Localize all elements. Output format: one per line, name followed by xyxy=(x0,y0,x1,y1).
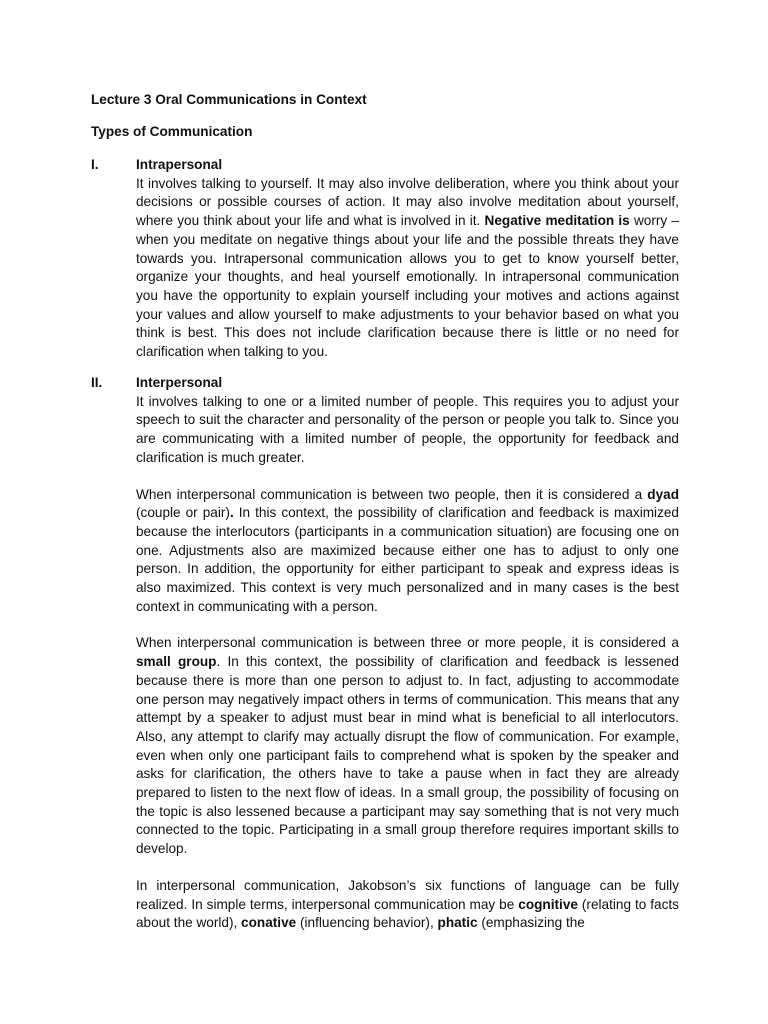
section-title: Intrapersonal xyxy=(136,157,223,172)
bold-term: conative xyxy=(241,915,297,931)
section-intrapersonal xyxy=(91,156,679,362)
bold-term: small group xyxy=(136,654,217,670)
section-heading xyxy=(91,156,679,175)
bold-term: Negative meditation is xyxy=(484,213,630,229)
text-run: (relating to facts about the world), xyxy=(136,896,679,931)
text-run: It involves talking to yourself. It may also involve deliberation, where you think about your decisions or possible courses of action. It may also involve meditation about yourself, where you think about your life and what is involved in it. xyxy=(136,175,679,229)
text-run: (emphasizing the xyxy=(477,915,585,931)
text-run: . In this context, the possibility of clarification and feedback is lessened because there is more than one person to adjust to. In fact, adjusting to accommodate one person may negatively impact others in terms of communication. This means that any attempt by a speaker to adjust must bear in mind what is beneficial to all interlocutors. Also, any attempt to clarify may actually disrupt the flow of communication. For example, even when only one participant fails to comprehend what is spoken by the speaker and asks for clarification, the others have to take a pause when in fact they are already prepared to listen to the next flow of ideas. In a small group, the possibility of focusing on the topic is also lessened because a participant may say something that is not very much connected to the topic. Participating in a small group therefore requires important skills to develop. xyxy=(136,654,679,857)
paragraph: It involves talking to one or a limited number of people. This requires you to adjust your speech to suit the character and personality of the person or people you talk to. Since you are communicating with a limited number of people, the opportunity for feedback and clarification is much greater. xyxy=(136,393,679,465)
text-run: In interpersonal communication, Jakobson’s six functions of language can be fully realized. In simple terms, interpersonal communication may be xyxy=(136,877,679,912)
document-title: Lecture 3 Oral Communications in Context xyxy=(91,92,367,107)
text-run: When interpersonal communication is between three or more people, it is considered a xyxy=(136,635,679,651)
bold-punct: . xyxy=(229,505,234,521)
text-run: worry – when you meditate on negative things about your life and the possible threats they have towards you. Intrapersonal communication allows you to get to know yourself better, organize your thoughts, and heal yourself emotionally. In intrapersonal communication you have the opportunity to explain yourself including your motives and actions against your values and allow yourself to make adjustments to your behavior based on what you think is best. This does not include clarification because there is little or no need for clarification when talking to you. xyxy=(136,213,680,360)
paragraph xyxy=(136,634,679,858)
section-numeral: I. xyxy=(91,157,99,172)
text-run: (influencing behavior), xyxy=(296,915,438,931)
section-title: Interpersonal xyxy=(136,375,223,390)
document-subtitle: Types of Communication xyxy=(91,124,253,139)
section-numeral: II. xyxy=(91,375,103,390)
text-run: (couple or pair) xyxy=(136,505,230,521)
paragraph xyxy=(136,877,679,933)
text-run: When interpersonal communication is between two people, then it is considered a xyxy=(136,486,648,502)
section-heading xyxy=(91,374,679,393)
bold-term: phatic xyxy=(437,915,478,931)
section-interpersonal xyxy=(91,374,679,933)
bold-term: cognitive xyxy=(518,896,578,912)
text-run: In this context, the possibility of clarification and feedback is maximized because the interlocutors (participants in a communication situation) are focusing one on one. Adjustments also are maximized because either one has to adjust to only one person. In addition, the opportunity for either participant to speak and express ideas is also maximized. This context is very much personalized and in many cases is the best context in communicating with a person. xyxy=(136,505,679,614)
bold-term: dyad xyxy=(647,486,679,502)
paragraph xyxy=(136,486,679,617)
paragraph xyxy=(136,175,679,362)
